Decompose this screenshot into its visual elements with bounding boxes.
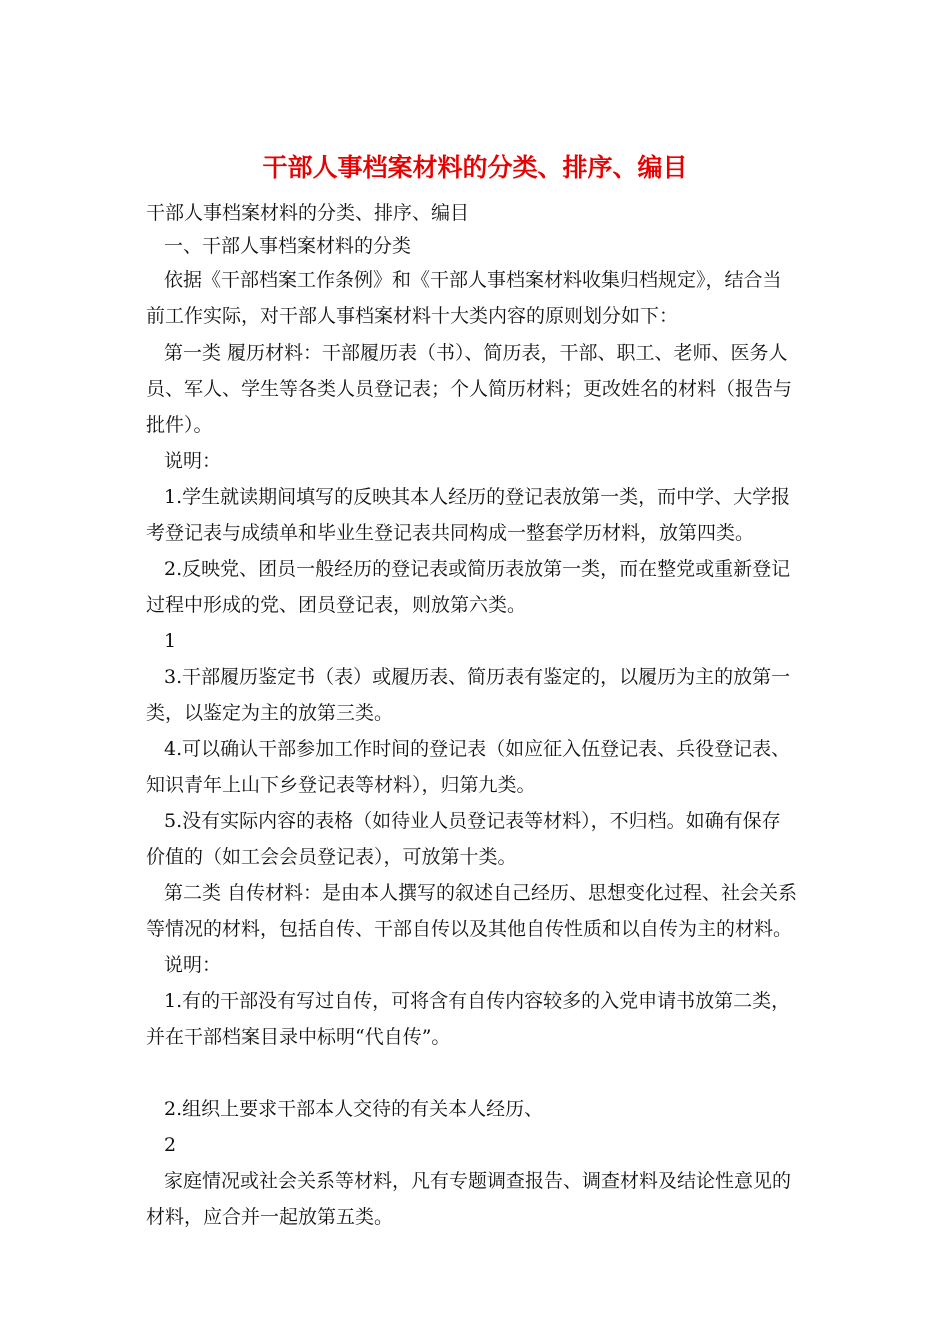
page-number: 1 <box>164 630 177 652</box>
paragraph-line: 依据《干部档案工作条例》和《干部人事档案材料收集归档规定》，结合当 <box>164 269 782 291</box>
paragraph-line: 考登记表与成绩单和毕业生登记表共同构成一整套学历材料，放第四类。 <box>146 522 755 544</box>
paragraph-line: 并在干部档案目录中标明“代自传”。 <box>146 1026 451 1048</box>
paragraph-line: 知识青年上山下乡登记表等材料），归第九类。 <box>146 774 536 796</box>
paragraph-line: 前工作实际，对干部人事档案材料十大类内容的原则划分如下： <box>146 305 679 327</box>
paragraph-line: 3.干部履历鉴定书（表）或履历表、简历表有鉴定的，以履历为主的放第一 <box>164 666 791 688</box>
paragraph-line: 材料，应合并一起放第五类。 <box>146 1206 394 1228</box>
paragraph-line: 批件）。 <box>146 414 213 436</box>
paragraph-line: 类，以鉴定为主的放第三类。 <box>146 702 394 724</box>
section-heading: 一、干部人事档案材料的分类 <box>164 235 412 257</box>
paragraph-line: 2.组织上要求干部本人交待的有关本人经历、 <box>164 1098 544 1120</box>
document-title: 干部人事档案材料的分类、排序、编目 <box>262 153 688 182</box>
paragraph-line: 员、军人、学生等各类人员登记表；个人简历材料；更改姓名的材料（报告与 <box>146 378 793 400</box>
subtitle-line: 干部人事档案材料的分类、排序、编目 <box>146 202 470 224</box>
paragraph-line: 1.学生就读期间填写的反映其本人经历的登记表放第一类，而中学、大学报 <box>164 486 791 508</box>
paragraph-line: 第二类 自传材料：是由本人撰写的叙述自己经历、思想变化过程、社会关系 <box>164 882 798 904</box>
note-label: 说明： <box>164 450 222 472</box>
paragraph-line: 1.有的干部没有写过自传，可将含有自传内容较多的入党申请书放第二类， <box>164 990 791 1012</box>
paragraph-line: 过程中形成的党、团员登记表，则放第六类。 <box>146 594 527 616</box>
paragraph-line: 5.没有实际内容的表格（如待业人员登记表等材料），不归档。如确有保存 <box>164 810 781 832</box>
paragraph-line: 4.可以确认干部参加工作时间的登记表（如应征入伍登记表、兵役登记表、 <box>164 738 791 760</box>
paragraph-line: 价值的（如工会会员登记表），可放第十类。 <box>146 846 517 868</box>
paragraph-line: 家庭情况或社会关系等材料，凡有专题调查报告、调查材料及结论性意见的 <box>164 1170 792 1192</box>
note-label: 说明： <box>164 954 222 976</box>
paragraph-line: 第一类 履历材料：干部履历表（书）、简历表，干部、职工、老师、医务人 <box>164 342 788 364</box>
page-number: 2 <box>164 1134 177 1156</box>
paragraph-line: 2.反映党、团员一般经历的登记表或简历表放第一类，而在整党或重新登记 <box>164 558 791 580</box>
paragraph-line: 等情况的材料，包括自传、干部自传以及其他自传性质和以自传为主的材料。 <box>146 918 793 940</box>
